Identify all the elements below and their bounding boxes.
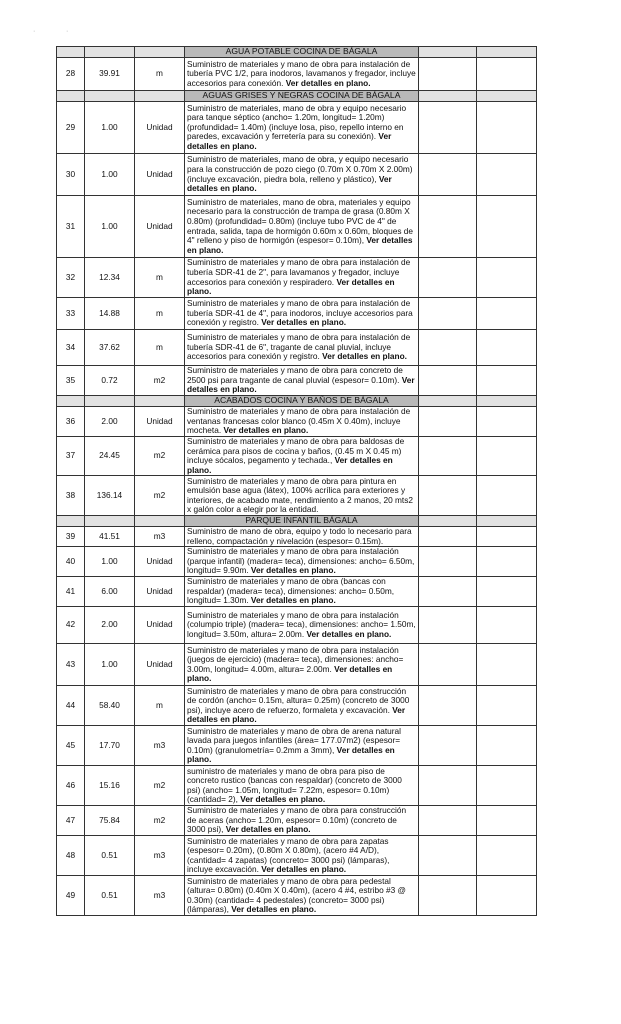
item-number: 30: [57, 154, 85, 196]
description-text: Suministro de materiales y mano de obra para pedestal (altura= 0.80m) (0.40m X 0.40m), (acero 4 #4, estribo #3 @ 0.30m) (cantidad= 4 pedestales) (concreto= 3000 psi) (lámparas),: [187, 875, 406, 915]
item-unit: m2: [135, 476, 185, 516]
table-row: [57, 836, 537, 876]
plan-reference: Ver detalles en plano.: [187, 131, 392, 151]
unit-price-cell: [419, 258, 477, 298]
unit-price-cell: [419, 366, 477, 396]
item-number: 34: [57, 330, 85, 366]
item-unit: m: [135, 298, 185, 330]
section-blank-cell: [85, 91, 135, 102]
description-text: Suministro de materiales y mano de obra para instalación de tubería PVC 1/2, para inodoros, lavamanos y fregador, incluye accesorios para conexión.: [187, 58, 416, 88]
item-quantity: 1.00: [85, 102, 135, 154]
unit-price-cell: [419, 607, 477, 644]
item-description: [185, 196, 419, 258]
item-number: 46: [57, 766, 85, 806]
description-text: Suministro de materiales y mano de obra para zapatas (espesor= 0.20m), (0.80m X 0.80m), (acero #4 A/D), (cantidad= 4 zapatas) (concreto= 3000 psi) (lámparas), incluye excavación.: [187, 835, 390, 875]
scan-speck: ·: [66, 28, 69, 35]
total-cell: [477, 154, 537, 196]
item-number: 38: [57, 476, 85, 516]
item-number: 47: [57, 806, 85, 836]
total-cell: [477, 607, 537, 644]
item-number: 41: [57, 577, 85, 607]
item-unit: m3: [135, 726, 185, 766]
section-blank-cell: [85, 396, 135, 407]
table-row: [57, 437, 537, 476]
item-description: [185, 577, 419, 607]
section-blank-cell: [477, 47, 537, 58]
table-row: [57, 196, 537, 258]
description-text: Suministro de materiales y mano de obra para instalación (parque infantil) (madera= teca), dimensiones: ancho= 6.50m, longitud= 9.90m.: [187, 546, 415, 576]
section-blank-cell: [419, 47, 477, 58]
item-quantity: 39.91: [85, 58, 135, 91]
item-number: 40: [57, 547, 85, 577]
item-description: [185, 644, 419, 686]
total-cell: [477, 102, 537, 154]
plan-reference: Ver detalles en plano.: [250, 565, 336, 576]
item-quantity: 0.51: [85, 876, 135, 916]
unit-price-cell: [419, 407, 477, 437]
section-blank-cell: [135, 396, 185, 407]
item-quantity: 24.45: [85, 437, 135, 476]
item-unit: m: [135, 258, 185, 298]
total-cell: [477, 437, 537, 476]
section-title: ACABADOS COCINA Y BAÑOS DE BÁGALA: [185, 396, 419, 407]
table-row: [57, 527, 537, 547]
plan-reference: Ver detalles en plano.: [187, 235, 413, 255]
description-text: Suministro de materiales y mano de obra para instalación de ventanas francesas color blanco (0.45m X 0.40m), incluye mocheta.: [187, 406, 411, 436]
unit-price-cell: [419, 527, 477, 547]
description-text: Suministro de materiales y mano de obra para instalación de tubería SDR-41 de 2", para lavamanos y fregador, incluye accesorios para conexión y respiradero.: [187, 257, 411, 287]
section-blank-cell: [477, 516, 537, 527]
table-row: [57, 330, 537, 366]
total-cell: [477, 644, 537, 686]
section-blank-cell: [477, 396, 537, 407]
item-description: [185, 476, 419, 516]
plan-reference: Ver detalles en plano.: [187, 704, 406, 725]
section-header-row: [57, 91, 537, 102]
plan-reference: Ver detalles en plano.: [187, 455, 393, 475]
item-unit: m2: [135, 806, 185, 836]
item-unit: Unidad: [135, 407, 185, 437]
table-row: [57, 298, 537, 330]
section-blank-cell: [57, 47, 85, 58]
item-description: [185, 407, 419, 437]
plan-reference: Ver detalles en plano.: [187, 173, 392, 194]
item-description: [185, 58, 419, 91]
unit-price-cell: [419, 58, 477, 91]
item-description: [185, 102, 419, 154]
section-blank-cell: [57, 516, 85, 527]
description-text: Suministro de materiales y mano de obra para baldosas de cerámica para pisos de cocina y baños, (0.45 m X 0.45 m) incluye sócalos, pegamento y techada.,: [187, 436, 405, 466]
plan-reference: Ver detalles en plano.: [306, 628, 392, 639]
description-text: Suministro de mano de obra, equipo y todo lo necesario para relleno, compactación y nivelación (espesor= 0.15m).: [187, 526, 412, 546]
item-number: 49: [57, 876, 85, 916]
item-unit: Unidad: [135, 607, 185, 644]
item-description: [185, 766, 419, 806]
item-unit: m: [135, 686, 185, 726]
item-unit: m3: [135, 836, 185, 876]
item-number: 37: [57, 437, 85, 476]
section-blank-cell: [419, 516, 477, 527]
table-row: [57, 102, 537, 154]
total-cell: [477, 806, 537, 836]
item-description: [185, 258, 419, 298]
item-description: [185, 366, 419, 396]
description-text: Suministro de materiales y mano de obra para instalación (columpio triple) (madera= teca), dimensiones: ancho= 1.50m, longitud= 3.50m, altura= 2.00m.: [187, 609, 416, 639]
item-unit: Unidad: [135, 547, 185, 577]
bill-of-quantities-table: [56, 46, 537, 916]
item-quantity: 6.00: [85, 577, 135, 607]
plan-reference: Ver detalles en plano.: [285, 77, 371, 88]
unit-price-cell: [419, 876, 477, 916]
plan-reference: Ver detalles en plano.: [250, 595, 336, 606]
section-header-row: [57, 396, 537, 407]
unit-price-cell: [419, 766, 477, 806]
item-number: 39: [57, 527, 85, 547]
item-quantity: 1.00: [85, 196, 135, 258]
table-row: [57, 607, 537, 644]
total-cell: [477, 196, 537, 258]
description-text: Suministro de materiales y mano de obra para instalación (juegos de ejercicio) (madera= teca), dimensiones: ancho= 3.00m, longitud= 4.00m, altura= 2.00m.: [187, 644, 404, 674]
unit-price-cell: [419, 547, 477, 577]
item-description: [185, 836, 419, 876]
item-unit: Unidad: [135, 154, 185, 196]
item-unit: m: [135, 58, 185, 91]
plan-reference: Ver detalles en plano.: [187, 374, 415, 395]
total-cell: [477, 686, 537, 726]
plan-reference: Ver detalles en plano.: [187, 276, 395, 297]
item-quantity: 1.00: [85, 154, 135, 196]
scan-speck: ·: [33, 28, 36, 35]
item-number: 33: [57, 298, 85, 330]
item-number: 42: [57, 607, 85, 644]
unit-price-cell: [419, 196, 477, 258]
total-cell: [477, 766, 537, 806]
section-header-row: [57, 47, 537, 58]
total-cell: [477, 577, 537, 607]
item-number: 32: [57, 258, 85, 298]
total-cell: [477, 330, 537, 366]
unit-price-cell: [419, 686, 477, 726]
plan-reference: Ver detalles en plano.: [261, 317, 347, 328]
description-text: Suministro de materiales y mano de obra (bancas con respaldar) (madera= teca), dimensiones: ancho= 0.50m, longitud= 1.30m.: [187, 576, 395, 606]
plan-reference: Ver detalles en plano.: [225, 824, 311, 835]
description-text: suministro de materiales y mano de obra para piso de concreto rustico (bancas con respaldar) (concreto de 3000 psi) (ancho= 1.05m, longitud= 7.22m, espesor= 0.10m) (cantidad= 2),: [187, 765, 402, 805]
total-cell: [477, 726, 537, 766]
description-text: Suministro de materiales y mano de obra para instalación de tubería SDR-41 de 4", para inodoros, incluye accesorios para conexión y registro.: [187, 298, 413, 328]
item-unit: Unidad: [135, 644, 185, 686]
item-description: [185, 806, 419, 836]
item-unit: m2: [135, 437, 185, 476]
unit-price-cell: [419, 836, 477, 876]
item-description: [185, 527, 419, 547]
item-unit: m2: [135, 366, 185, 396]
item-quantity: 136.14: [85, 476, 135, 516]
item-quantity: 14.88: [85, 298, 135, 330]
table-row: [57, 366, 537, 396]
item-description: [185, 437, 419, 476]
item-unit: Unidad: [135, 577, 185, 607]
item-number: 43: [57, 644, 85, 686]
unit-price-cell: [419, 476, 477, 516]
item-description: [185, 686, 419, 726]
table-row: [57, 258, 537, 298]
table-row: [57, 547, 537, 577]
item-unit: Unidad: [135, 196, 185, 258]
item-description: [185, 607, 419, 644]
item-quantity: 58.40: [85, 686, 135, 726]
unit-price-cell: [419, 577, 477, 607]
plan-reference: Ver detalles en plano.: [187, 663, 393, 684]
table-row: [57, 407, 537, 437]
item-quantity: 15.16: [85, 766, 135, 806]
table-row: [57, 577, 537, 607]
item-unit: m: [135, 330, 185, 366]
plan-reference: Ver detalles en plano.: [187, 744, 395, 765]
total-cell: [477, 58, 537, 91]
total-cell: [477, 258, 537, 298]
item-description: [185, 876, 419, 916]
item-unit: Unidad: [135, 102, 185, 154]
item-unit: m3: [135, 876, 185, 916]
unit-price-cell: [419, 806, 477, 836]
table-row: [57, 766, 537, 806]
table-row: [57, 806, 537, 836]
description-text: Suministro de materiales y mano de obra para construcción de aceras (ancho= 1.20m, espesor= 0.10m) (concreto de 3000 psi),: [187, 805, 407, 835]
item-number: 28: [57, 58, 85, 91]
unit-price-cell: [419, 726, 477, 766]
item-number: 44: [57, 686, 85, 726]
item-quantity: 17.70: [85, 726, 135, 766]
description-text: Suministro de materiales y mano de obra de arena natural lavada para juegos infantiles (área= 177.07m2) (espesor= 0.10m) (granulometría= 0.2mm a 3mm),: [187, 725, 401, 755]
section-blank-cell: [135, 91, 185, 102]
unit-price-cell: [419, 154, 477, 196]
section-title: PARQUE INFANTIL BÁGALA: [185, 516, 419, 527]
item-quantity: 1.00: [85, 644, 135, 686]
item-unit: m2: [135, 766, 185, 806]
description-text: Suministro de materiales, mano de obra y equipo necesario para tanque séptico (ancho= 1.20m, longitud= 1.20m) (profundidad= 1.40m) (incluye losa, piso, repello interno en paredes, excavación y ferretería para su conexión).: [187, 102, 407, 142]
item-quantity: 2.00: [85, 407, 135, 437]
table-row: [57, 876, 537, 916]
total-cell: [477, 836, 537, 876]
total-cell: [477, 366, 537, 396]
total-cell: [477, 476, 537, 516]
item-quantity: 12.34: [85, 258, 135, 298]
description-text: Suministro de materiales y mano de obra para concreto de 2500 psi para tragante de canal pluvial (espesor= 0.10m).: [187, 365, 403, 385]
section-blank-cell: [135, 516, 185, 527]
plan-reference: Ver detalles en plano.: [322, 351, 407, 362]
item-unit: m3: [135, 527, 185, 547]
description-text: Suministro de materiales, mano de obra, y equipo necesario para la construcción de pozo ciego (0.70m X 0.70m X 2.00m) (incluye excavación, piedra bola, relleno y plástico),: [187, 154, 413, 184]
item-quantity: 2.00: [85, 607, 135, 644]
unit-price-cell: [419, 644, 477, 686]
total-cell: [477, 407, 537, 437]
section-blank-cell: [419, 91, 477, 102]
section-title: AGUAS GRISES Y NEGRAS COCINA DE BÁGALA: [185, 91, 419, 102]
item-number: 48: [57, 836, 85, 876]
section-title: AGUA POTABLE COCINA DE BÁGALA: [185, 47, 419, 58]
item-description: [185, 547, 419, 577]
section-blank-cell: [85, 47, 135, 58]
item-number: 29: [57, 102, 85, 154]
section-blank-cell: [419, 396, 477, 407]
item-quantity: 0.72: [85, 366, 135, 396]
plan-reference: Ver detalles en plano.: [261, 864, 347, 875]
description-text: Suministro de materiales y mano de obra para instalación de tubería SDR-41 de 6", tragante de canal pluvial, incluye accesorios para conexión y registro.: [187, 332, 411, 362]
plan-reference: Ver detalles en plano.: [240, 794, 326, 805]
plan-reference: Ver detalles en plano.: [231, 904, 317, 915]
unit-price-cell: [419, 102, 477, 154]
total-cell: [477, 298, 537, 330]
section-blank-cell: [477, 91, 537, 102]
table-row: [57, 476, 537, 516]
plan-reference: Ver detalles en plano.: [223, 425, 309, 436]
item-description: [185, 726, 419, 766]
section-blank-cell: [57, 91, 85, 102]
section-header-row: [57, 516, 537, 527]
item-quantity: 37.62: [85, 330, 135, 366]
table-row: [57, 686, 537, 726]
item-quantity: 75.84: [85, 806, 135, 836]
item-number: 45: [57, 726, 85, 766]
table-row: [57, 726, 537, 766]
section-blank-cell: [57, 396, 85, 407]
description-text: Suministro de materiales y mano de obra para pintura en emulsión base agua (látex), 100% acrílica para exteriores y interiores, de acabado mate, rendimiento a 2 manos, 20 mts2 x galón color a elegir por la entidad.: [187, 475, 413, 515]
description-text: Suministro de materiales, mano de obra, materiales y equipo necesario para la construcción de trampa de grasa (0.80m X 0.80m) (profundidad= 0.80m) (incluye tubo PVC de 4" de entrada, salida, tapa de hormigón 0.60m x 0.60m, bloques de 4" relleno y piso de hormigón (espesor= 0.10m),: [187, 196, 414, 246]
item-description: [185, 330, 419, 366]
item-description: [185, 154, 419, 196]
unit-price-cell: [419, 330, 477, 366]
total-cell: [477, 547, 537, 577]
table-row: [57, 154, 537, 196]
unit-price-cell: [419, 298, 477, 330]
section-blank-cell: [135, 47, 185, 58]
item-quantity: 41.51: [85, 527, 135, 547]
item-number: 35: [57, 366, 85, 396]
item-quantity: 0.51: [85, 836, 135, 876]
description-text: Suministro de materiales y mano de obra para construcción de cordón (ancho= 0.15m, altura= 0.25m) (concreto de 3000 psi), incluye acero de refuerzo, formaleta y excavación.: [187, 685, 410, 715]
item-description: [185, 298, 419, 330]
item-quantity: 1.00: [85, 547, 135, 577]
table-row: [57, 58, 537, 91]
total-cell: [477, 527, 537, 547]
table-row: [57, 644, 537, 686]
total-cell: [477, 876, 537, 916]
section-blank-cell: [85, 516, 135, 527]
item-number: 31: [57, 196, 85, 258]
item-number: 36: [57, 407, 85, 437]
unit-price-cell: [419, 437, 477, 476]
